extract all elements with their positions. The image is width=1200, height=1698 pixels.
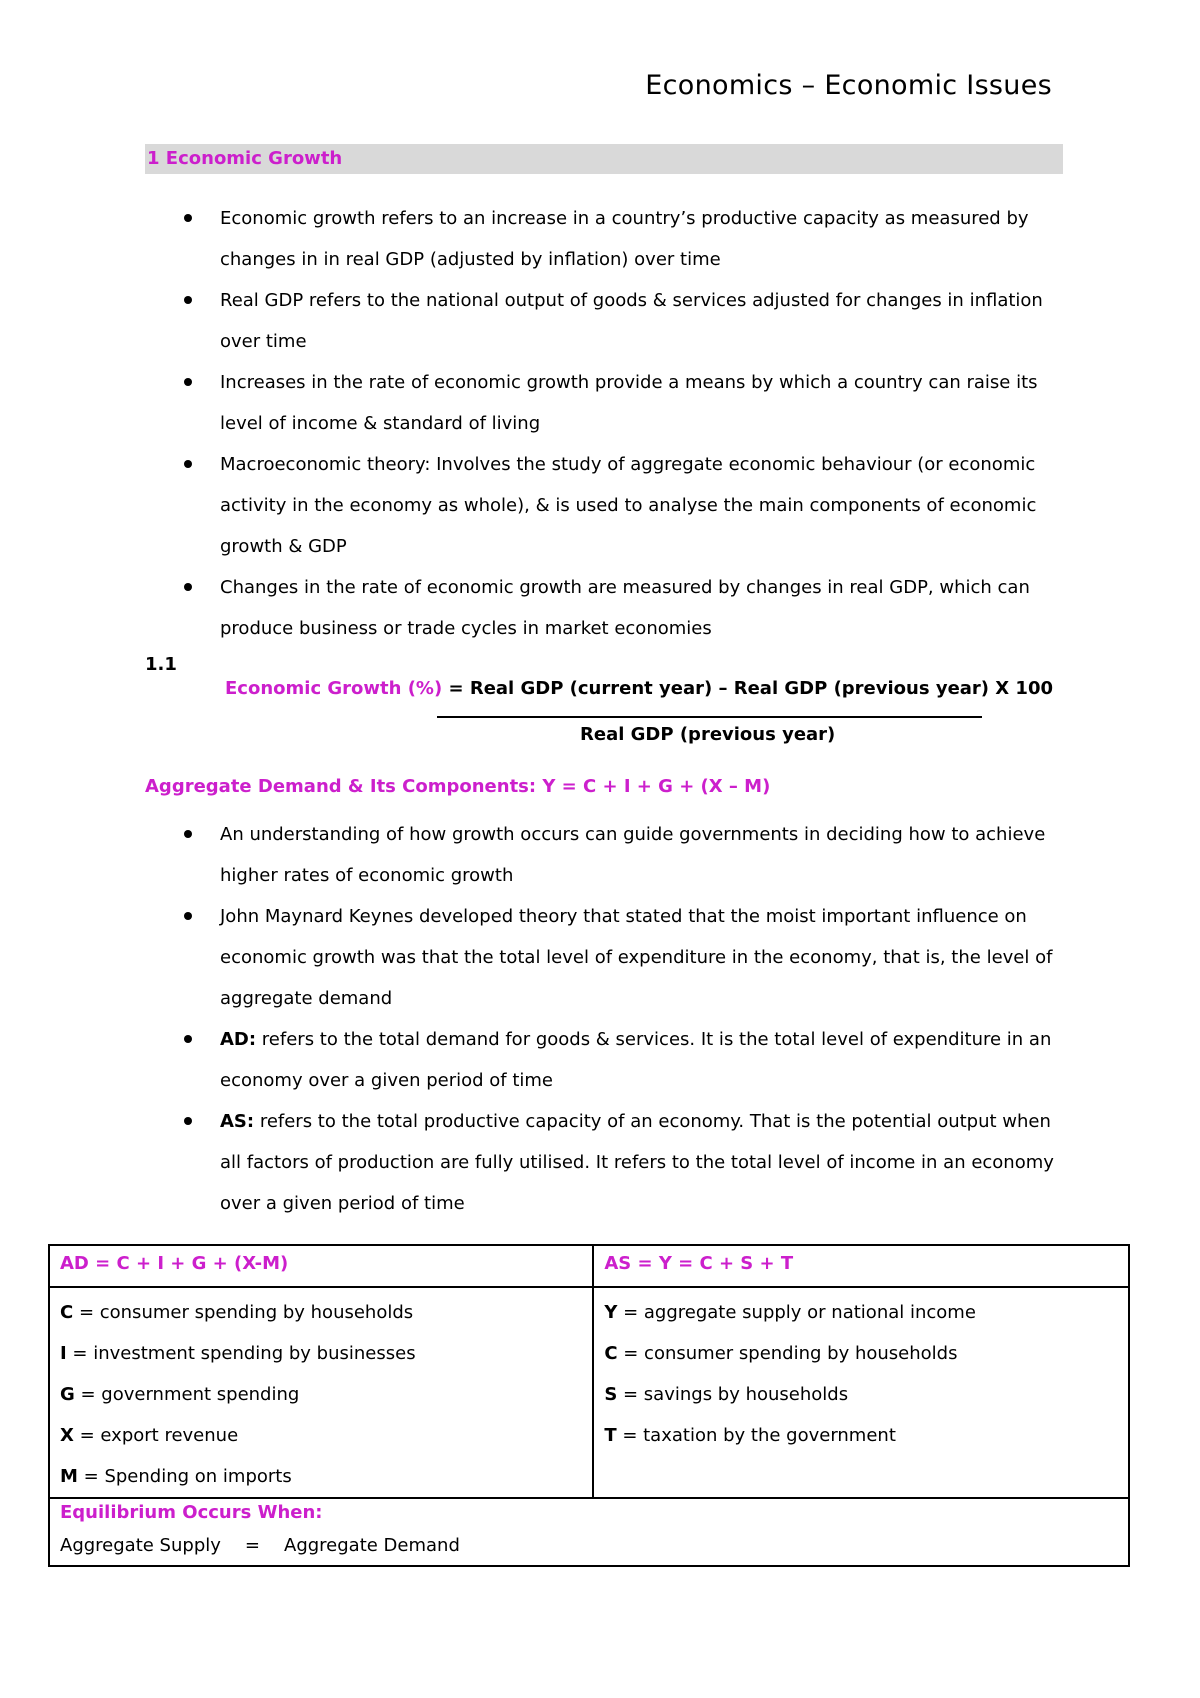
- section-heading-bar: [145, 144, 1063, 174]
- component-text: = consumer spending by households: [617, 1343, 958, 1364]
- formula-lhs: Economic Growth (%): [225, 678, 443, 699]
- equilibrium-heading: Equilibrium Occurs When:: [60, 1502, 323, 1523]
- component-term: T: [604, 1425, 617, 1446]
- table-line: [60, 1292, 582, 1333]
- section-heading-economic-growth: 1 Economic Growth: [147, 148, 343, 169]
- aggregate-demand-list: [145, 814, 1065, 1224]
- component-term: G: [60, 1384, 75, 1405]
- component-text: = savings by households: [617, 1384, 849, 1405]
- component-text: = aggregate supply or national income: [617, 1302, 976, 1323]
- formula-label: 1.1: [145, 654, 177, 675]
- as-components-cell: [593, 1287, 1129, 1498]
- list-item: Changes in the rate of economic growth are measured by changes in real GDP, which can produce business or trade cycles in market economies: [145, 567, 1065, 649]
- list-item-text: An understanding of how growth occurs can guide governments in deciding how to achieve higher rates of economic growth: [220, 824, 1046, 886]
- list-item: Real GDP refers to the national output of goods & services adjusted for changes in inflation over time: [145, 280, 1065, 362]
- component-term: Y: [604, 1302, 618, 1323]
- table-line: [60, 1415, 582, 1456]
- growth-formula: [225, 678, 1054, 745]
- table-row: [49, 1287, 1129, 1498]
- equilibrium-cell: [49, 1498, 1129, 1566]
- list-item: [145, 814, 1065, 896]
- table-header-row: [49, 1245, 1129, 1287]
- equilibrium-statement: [60, 1527, 1118, 1565]
- table-line: [60, 1374, 582, 1415]
- component-term: C: [60, 1302, 74, 1323]
- ad-components-cell: [49, 1287, 593, 1498]
- component-text: = export revenue: [73, 1425, 239, 1446]
- component-text: = investment spending by businesses: [66, 1343, 416, 1364]
- table-line: [604, 1333, 1118, 1374]
- component-term: C: [604, 1343, 618, 1364]
- list-item: [145, 1019, 1065, 1101]
- component-text: = Spending on imports: [77, 1466, 292, 1487]
- equilibrium-left: Aggregate Supply: [60, 1535, 221, 1556]
- equilibrium-right: Aggregate Demand: [284, 1535, 460, 1556]
- as-header-cell: AS = Y = C + S + T: [593, 1245, 1129, 1287]
- list-item-text: refers to the total demand for goods & services. It is the total level of expenditure in an economy over a given period of time: [220, 1029, 1052, 1091]
- list-item-text: refers to the total productive capacity of an economy. That is the potential output when all factors of production are fully utilised. It refers to the total level of income in an economy over a given period of time: [220, 1111, 1054, 1214]
- component-term: M: [60, 1466, 78, 1487]
- ad-as-table: [48, 1244, 1130, 1567]
- list-item-term: AS:: [220, 1111, 255, 1132]
- ad-header-cell: AD = C + I + G + (X-M): [49, 1245, 593, 1287]
- list-item: Macroeconomic theory: Involves the study of aggregate economic behaviour (or economic activity in the economy as whole), & is used to analyse the main components of economic growth & GDP: [145, 444, 1065, 567]
- component-term: I: [60, 1343, 67, 1364]
- component-text: = taxation by the government: [616, 1425, 896, 1446]
- formula-numerator: = Real GDP (current year) – Real GDP (previous year) X 100: [448, 678, 1054, 699]
- table-line: [604, 1415, 1118, 1456]
- aggregate-demand-heading: Aggregate Demand & Its Components: Y = C + I + G + (X – M): [145, 776, 771, 797]
- list-item: Economic growth refers to an increase in a country’s productive capacity as measured by changes in in real GDP (adjusted by inflation) over time: [145, 198, 1065, 280]
- table-line: [60, 1456, 582, 1497]
- list-item-term: AD:: [220, 1029, 257, 1050]
- formula-denominator: Real GDP (previous year): [580, 724, 836, 745]
- list-item: Increases in the rate of economic growth provide a means by which a country can raise its level of income & standard of living: [145, 362, 1065, 444]
- list-item: [145, 896, 1065, 1019]
- table-line: [60, 1333, 582, 1374]
- economic-growth-list: [145, 198, 1065, 649]
- equilibrium-sign: =: [244, 1535, 260, 1556]
- table-line: [604, 1292, 1118, 1333]
- component-text: = government spending: [74, 1384, 300, 1405]
- component-term: S: [604, 1384, 618, 1405]
- list-item-text: John Maynard Keynes developed theory that stated that the moist important influence on economic growth was that the total level of expenditure in the economy, that is, the level of aggregate demand: [220, 906, 1053, 1009]
- list-item: [145, 1101, 1065, 1224]
- component-term: X: [60, 1425, 74, 1446]
- table-line: [604, 1374, 1118, 1415]
- table-row: [49, 1498, 1129, 1566]
- document-title: Economics – Economic Issues: [645, 70, 1052, 101]
- component-text: = consumer spending by households: [73, 1302, 414, 1323]
